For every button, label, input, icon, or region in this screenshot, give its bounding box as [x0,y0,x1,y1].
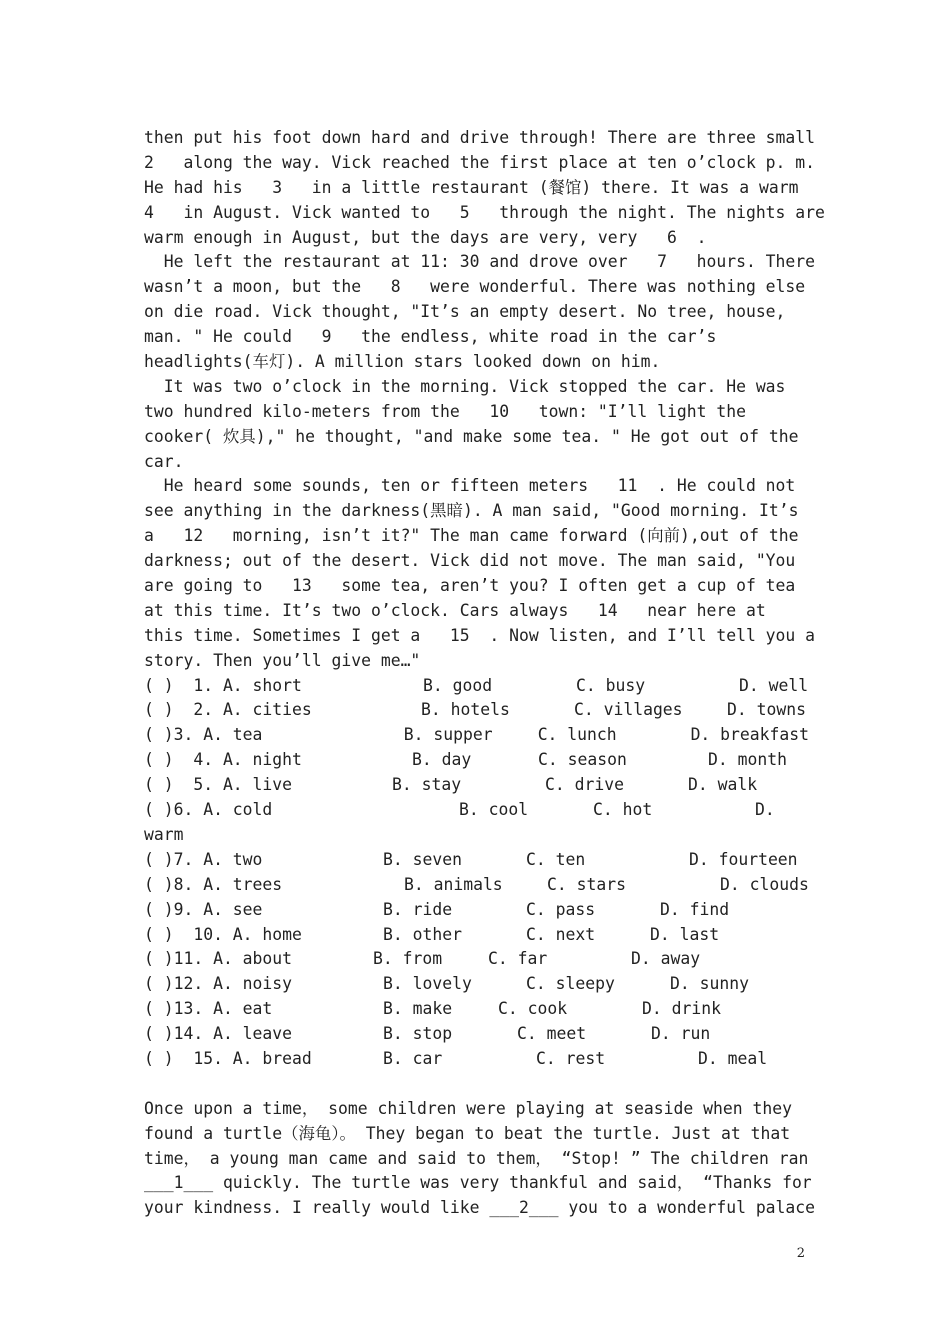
option-b: B. car [383,1048,443,1068]
passage-line: time， a young man came and said to them， “Stop! ” The children ran [144,1148,809,1168]
option-a: ( )7. A. two [144,849,263,869]
option-a: ( ) 2. A. cities [144,700,312,720]
option-b: B. animals [404,874,503,894]
question-list [144,674,809,1072]
passage-line: wasn’t a moon, but the 8 were wonderful. There was nothing else [144,277,806,297]
passage-line: on die road. Vick thought, "It’s an empty desert. No tree, house, [144,302,786,322]
option-a: ( )8. A. trees [144,874,283,894]
option-d: D. well [739,675,809,695]
option-c: C. season [538,750,627,770]
question-row [144,873,809,898]
option-a: ( )11. A. about [144,949,293,969]
passage-line: ___1___ quickly. The turtle was very thankful and said， “Thanks for [144,1173,812,1193]
passage-line: Once upon a time， some children were playing at seaside when they [144,1098,792,1118]
question-row [144,997,809,1022]
option-c: C. busy [576,675,646,695]
paragraph-gap [144,1072,809,1097]
option-c: C. sleepy [526,974,615,994]
question-row [144,698,809,723]
option-c: C. far [488,949,548,969]
option-d: D. [755,800,775,820]
option-a: ( ) 1. A. short [144,675,302,695]
passage-line: He left the restaurant at 11: 30 and drove over 7 hours. There [144,252,816,272]
option-c: C. hot [593,800,653,820]
option-b: B. seven [383,849,462,869]
passage-line: 2 along the way. Vick reached the first place at ten o’clock p. m. [144,152,816,172]
option-a: ( ) 15. A. bread [144,1048,312,1068]
page-number: 2 [796,1246,805,1261]
passage-line: then put his foot down hard and drive through! There are three small [144,128,816,147]
option-b: B. supper [403,725,493,745]
question-row [144,723,809,748]
option-d: D. drink [642,999,721,1019]
option-c: C. pass [526,899,596,919]
option-d: D. breakfast [690,725,809,745]
option-c: C. ten [526,849,586,869]
passage-line: headlights(车灯). A million stars looked down on him. [144,352,661,372]
option-b: B. other [383,924,462,944]
option-d: D. month [708,750,787,770]
option-d: D. meal [698,1048,768,1068]
passage-line: your kindness. I really would like ___2___ you to a wonderful palace [144,1198,816,1218]
option-c: C. rest [536,1048,606,1068]
option-d: D. walk [688,775,758,795]
option-c: C. lunch [537,725,617,745]
question-row [144,848,809,873]
option-a: ( )6. A. cold [144,800,273,820]
option-c: C. next [526,924,596,944]
question-row [144,674,809,699]
option-d: D. away [631,949,701,969]
passage-line: two hundred kilo-meters from the 10 town: "I’ll light the [144,401,746,421]
option-a: ( )9. A. see [144,899,263,919]
option-c: C. cook [498,999,568,1019]
option-d: D. run [651,1024,711,1044]
option-d: D. find [660,899,730,919]
passage-line: It was two o’clock in the morning. Vick stopped the car. He was [144,376,786,396]
option-a: ( )12. A. noisy [144,974,293,994]
option-d: D. fourteen [689,849,798,869]
option-b: B. hotels [421,700,510,720]
passage-line: at this time. It’s two o’clock. Cars always 14 near here at [144,600,766,620]
passage-line: found a turtle（海龟）。 They began to beat the turtle. Just at that [144,1123,791,1143]
option-a: ( )13. A. eat [144,999,273,1019]
passage-line: see anything in the darkness(黑暗). A man said, "Good morning. It’s [144,501,799,521]
question-row [144,972,809,997]
option-c: C. drive [545,775,624,795]
exam-text-block [144,126,825,1221]
option-b: B. ride [383,899,453,919]
passage-line: He had his 3 in a little restaurant (餐馆) there. It was a warm [144,177,799,197]
option-a: ( ) 5. A. live [144,775,293,795]
question-row [144,1047,809,1072]
question-row [144,748,809,773]
passage-line: man. " He could 9 the endless, white road in the car’s [144,327,717,347]
option-b: B. stay [392,775,462,795]
option-c: C. stars [547,874,626,894]
option-a: ( ) 10. A. home [144,924,302,944]
option-b: B. cool [459,800,529,820]
option-a: ( )3. A. tea [144,725,263,745]
option-d: D. clouds [720,874,809,894]
option-b: B. stop [383,1024,453,1044]
question-row [144,823,809,848]
passage-line: a 12 morning, isn’t it?" The man came forward (向前),out of the [144,526,799,546]
option-c: C. villages [574,700,683,720]
passage-line: darkness; out of the desert. Vick did not move. The man said, "You [144,551,796,571]
option-b: B. from [373,949,443,969]
passage-line: 4 in August. Vick wanted to 5 through the night. The nights are [144,202,825,222]
option-a: ( )14. A. leave [144,1024,293,1044]
option-c: C. meet [517,1024,587,1044]
option-a: warm [144,824,184,844]
question-row [144,798,809,823]
question-row [144,947,809,972]
question-row [144,773,809,798]
option-b: B. day [412,750,472,770]
question-row [144,898,809,923]
passage-line: He heard some sounds, ten or fifteen meters 11 . He could not [144,476,796,496]
option-d: D. sunny [670,974,749,994]
option-b: B. good [423,675,493,695]
question-row [144,1022,809,1047]
option-b: B. lovely [383,974,472,994]
option-d: D. last [650,924,720,944]
passage-line: warm enough in August, but the days are very, very 6 . [144,227,707,247]
option-a: ( ) 4. A. night [144,750,302,770]
passage-line: are going to 13 some tea, aren’t you? I often get a cup of tea [144,576,796,596]
passage-line: this time. Sometimes I get a 15 . Now listen, and I’ll tell you a [144,625,816,645]
option-d: D. towns [727,700,806,720]
option-b: B. make [383,999,453,1019]
passage-1 [144,126,825,674]
question-row [144,923,809,948]
passage-line: car. [144,451,184,471]
passage-line: cooker( 炊具)," he thought, "and make some tea. " He got out of the [144,426,799,446]
passage-2 [144,1097,816,1221]
passage-line: story. Then you’ll give me…" [144,650,421,670]
